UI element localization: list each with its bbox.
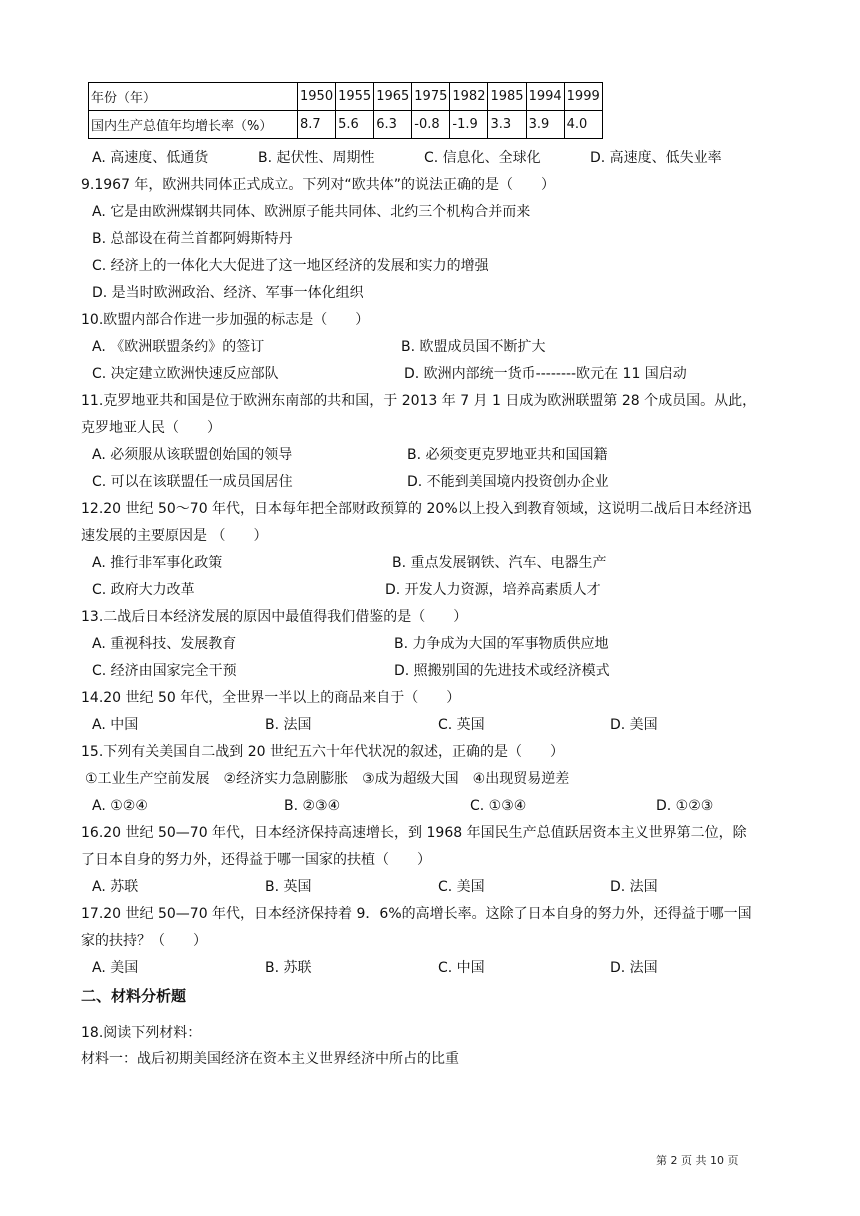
question-stem: 14.20 世纪 50 年代，全世界一半以上的商品来自于（ ） [81, 690, 461, 706]
question-stem: 11.克罗地亚共和国是位于欧洲东南部的共和国，于 2013 年 7 月 1 日成为欧洲联盟第 28 个成员国。从此， [81, 393, 757, 409]
question-stem: 15.下列有关美国自二战到 20 世纪五六十年代状况的叙述，正确的是（ ） [81, 744, 564, 760]
table-value-cell: 4.0 [564, 111, 602, 139]
option-d[interactable]: D. 开发人力资源，培养高素质人才 [385, 582, 601, 598]
question-stem: 10.欧盟内部合作进一步加强的标志是（ ） [81, 312, 370, 328]
question-stem: 17.20 世纪 50—70 年代，日本经济保持着 9．6%的高增长率。这除了日本自身的努力外，还得益于哪一国 [81, 906, 752, 922]
option-d[interactable]: D. 法国 [610, 879, 658, 895]
section-heading: 二、材料分析题 [81, 987, 187, 1005]
gdp-growth-table [88, 82, 603, 139]
question-stem-continued: 速发展的主要原因是 （ ） [81, 528, 268, 544]
option-c[interactable]: C. 经济由国家完全干预 [92, 663, 237, 679]
table-row [89, 111, 603, 139]
statement-list: ①工业生产空前发展 ②经济实力急剧膨胀 ③成为超级大国 ④出现贸易逆差 [85, 771, 570, 787]
option-b[interactable]: B. 总部设在荷兰首都阿姆斯特丹 [92, 231, 293, 247]
option-d[interactable]: D. 法国 [610, 960, 658, 976]
option-d[interactable]: D. 照搬别国的先进技术或经济模式 [394, 663, 610, 679]
option-d[interactable]: D. 是当时欧洲政治、经济、军事一体化组织 [92, 285, 364, 301]
option-b[interactable]: B. 力争成为大国的军事物质供应地 [394, 636, 609, 652]
question-stem-continued: 家的扶持？（ ） [81, 933, 207, 949]
option-c[interactable]: C. 决定建立欧洲快速反应部队 [92, 366, 279, 382]
option-c[interactable]: C. 政府大力改革 [92, 582, 195, 598]
option-d[interactable]: D. 不能到美国境内投资创办企业 [407, 474, 609, 490]
table-year-cell: 1994 [526, 83, 564, 111]
option-a[interactable]: A. 《欧洲联盟条约》的签订 [92, 339, 265, 355]
option-a[interactable]: A. 中国 [92, 717, 139, 733]
option-a[interactable]: A. 美国 [92, 960, 139, 976]
question-stem: 9.1967 年，欧洲共同体正式成立。下列对“欧共体”的说法正确的是（ ） [81, 177, 555, 193]
question-stem: 12.20 世纪 50～70 年代，日本每年把全部财政预算的 20%以上投入到教育领域，这说明二战后日本经济迅 [81, 501, 752, 517]
table-value-cell: 3.9 [526, 111, 564, 139]
table-year-cell: 1985 [488, 83, 526, 111]
option-c[interactable]: C. 可以在该联盟任一成员国居住 [92, 474, 293, 490]
option-b[interactable]: B. 欧盟成员国不断扩大 [401, 339, 546, 355]
table-row [89, 83, 603, 111]
option-a[interactable]: A. 苏联 [92, 879, 139, 895]
option-b[interactable]: B. 必须变更克罗地亚共和国国籍 [407, 447, 608, 463]
table-value-cell: -1.9 [450, 111, 488, 139]
option-d[interactable]: D. 美国 [610, 717, 658, 733]
option-c[interactable]: C. 信息化、全球化 [424, 150, 541, 166]
material-label: 材料一：战后初期美国经济在资本主义世界经济中所占的比重 [81, 1051, 459, 1067]
table-value-cell: -0.8 [412, 111, 450, 139]
table-year-cell: 1955 [336, 83, 374, 111]
option-b[interactable]: B. ②③④ [284, 798, 341, 814]
option-b[interactable]: B. 起伏性、周期性 [258, 150, 375, 166]
table-year-cell: 1982 [450, 83, 488, 111]
table-year-cell: 1975 [412, 83, 450, 111]
question-stem-continued: 了日本自身的努力外，还得益于哪一国家的扶植（ ） [81, 852, 431, 868]
table-value-cell: 6.3 [374, 111, 412, 139]
table-year-cell: 1950 [298, 83, 336, 111]
option-a[interactable]: A. 推行非军事化政策 [92, 555, 223, 571]
question-stem: 16.20 世纪 50—70 年代，日本经济保持高速增长，到 1968 年国民生产总值跃居资本主义世界第二位，除 [81, 825, 747, 841]
option-a[interactable]: A. 重视科技、发展教育 [92, 636, 237, 652]
option-c[interactable]: C. 经济上的一体化大大促进了这一地区经济的发展和实力的增强 [92, 258, 489, 274]
table-year-cell: 1965 [374, 83, 412, 111]
table-value-cell: 5.6 [336, 111, 374, 139]
question-stem: 13.二战后日本经济发展的原因中最值得我们借鉴的是（ ） [81, 609, 468, 625]
option-c[interactable]: C. 英国 [438, 717, 485, 733]
table-year-cell: 1999 [564, 83, 602, 111]
question-stem: 18.阅读下列材料： [81, 1025, 202, 1041]
option-b[interactable]: B. 法国 [265, 717, 312, 733]
option-c[interactable]: C. 美国 [438, 879, 485, 895]
option-c[interactable]: C. ①③④ [470, 798, 527, 814]
option-a[interactable]: A. 高速度、低通货 [92, 150, 209, 166]
option-a[interactable]: A. ①②④ [92, 798, 148, 814]
table-header-label: 年份（年） [89, 83, 298, 111]
option-a[interactable]: A. 它是由欧洲煤钢共同体、欧洲原子能共同体、北约三个机构合并而来 [92, 204, 531, 220]
table-value-cell: 8.7 [298, 111, 336, 139]
option-c[interactable]: C. 中国 [438, 960, 485, 976]
option-d[interactable]: D. 欧洲内部统一货币--------欧元在 11 国启动 [404, 366, 687, 382]
table-value-cell: 3.3 [488, 111, 526, 139]
option-b[interactable]: B. 英国 [265, 879, 312, 895]
page-footer: 第 2 页 共 10 页 [656, 1154, 739, 1167]
option-d[interactable]: D. 高速度、低失业率 [590, 150, 722, 166]
option-b[interactable]: B. 苏联 [265, 960, 312, 976]
question-stem-continued: 克罗地亚人民（ ） [81, 420, 221, 436]
option-b[interactable]: B. 重点发展钢铁、汽车、电器生产 [392, 555, 607, 571]
table-row-label: 国内生产总值年均增长率（%） [89, 111, 298, 139]
option-a[interactable]: A. 必须服从该联盟创始国的领导 [92, 447, 293, 463]
option-d[interactable]: D. ①②③ [656, 798, 714, 814]
